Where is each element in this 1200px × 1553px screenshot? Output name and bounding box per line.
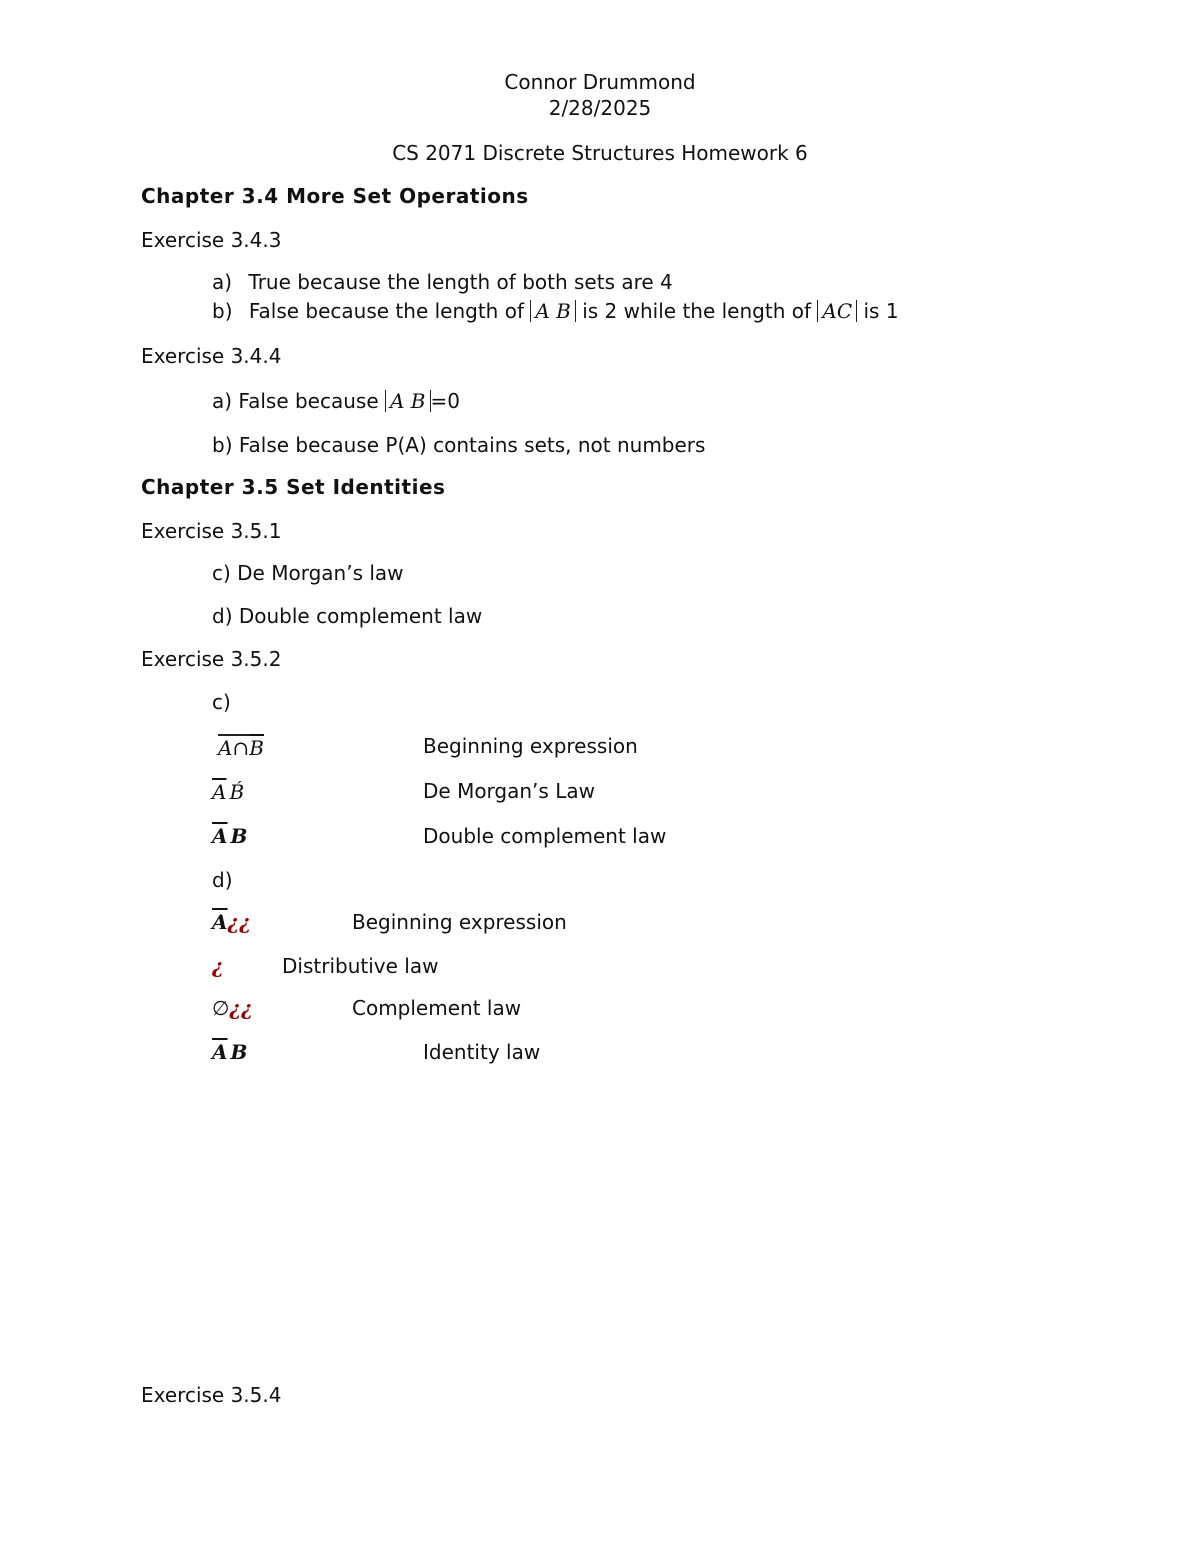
exercise-3-5-1-d: d) Double complement law (212, 604, 483, 628)
proof-d-row-3-expression (212, 996, 253, 1020)
part-c-label: c) (212, 690, 231, 714)
exercise-3-4-3-b (212, 299, 899, 323)
equals-zero: =0 (430, 389, 460, 413)
exercise-3-4-4-a (212, 389, 460, 413)
exercise-3-4-3-a (212, 270, 673, 294)
chapter-3-4-heading: Chapter 3.4 More Set Operations (141, 184, 529, 208)
proof-c-row-1-expression (218, 734, 264, 759)
exercise-3-5-4-title: Exercise 3.5.4 (141, 1383, 282, 1407)
answer-a-text: a) False because (212, 389, 385, 413)
exercise-3-5-1-c: c) De Morgan’s law (212, 561, 404, 585)
set-b: B (230, 824, 248, 848)
intersection-symbol: ∩ (232, 736, 250, 760)
proof-d-row-2-expression (212, 954, 224, 978)
exercise-3-4-4-title: Exercise 3.4.4 (141, 344, 282, 368)
proof-c-row-3-reason: Double complement law (423, 824, 667, 848)
answer-b-text-3: is 1 (857, 299, 899, 323)
set-b: B́ (229, 780, 245, 804)
set-a-complement: $\overline{A}$ (212, 1040, 228, 1064)
proof-d-row-1-expression (212, 910, 251, 934)
answer-a-text: True because the length of both sets are 4 (248, 270, 673, 294)
answer-b-text-1: False because the length of (248, 299, 531, 323)
proof-d-row-2-reason: Distributive law (282, 954, 439, 978)
chapter-3-5-heading: Chapter 3.5 Set Identities (141, 475, 446, 499)
proof-d-row-3-reason: Complement law (352, 996, 522, 1020)
broken-equation-glyph: ¿¿ (229, 996, 253, 1020)
broken-equation-glyph: ¿¿ (227, 910, 251, 934)
part-d-label: d) (212, 868, 233, 892)
set-a-complement: $\overline{A}$ (212, 780, 227, 804)
proof-d-row-1-reason: Beginning expression (352, 910, 567, 934)
list-marker-b: b) (212, 299, 233, 323)
exercise-3-4-4-b: b) False because P(A) contains sets, not numbers (212, 433, 706, 457)
cardinality-ab: A B (530, 300, 576, 322)
exercise-3-5-2-title: Exercise 3.5.2 (141, 647, 282, 671)
proof-c-row-2-expression (212, 780, 244, 804)
set-a-complement: $\overline{A}$ (212, 910, 228, 934)
set-a: A (218, 736, 233, 760)
answer-b-text-2: is 2 while the length of (575, 299, 818, 323)
set-b-complement: $\overline{B}$ (249, 736, 264, 760)
list-marker-a: a) (212, 270, 233, 294)
proof-c-row-3-expression (212, 824, 247, 848)
author-name: Connor Drummond (504, 70, 696, 94)
empty-set-symbol: ∅ (212, 996, 230, 1020)
proof-c-row-2-reason: De Morgan’s Law (423, 779, 595, 803)
broken-equation-glyph: ¿ (212, 954, 224, 978)
exercise-3-5-1-title: Exercise 3.5.1 (141, 519, 282, 543)
proof-c-row-1-reason: Beginning expression (423, 734, 638, 758)
set-b: B (230, 1040, 248, 1064)
cardinality-ac: AC (817, 300, 857, 322)
cardinality-ab: A B (385, 390, 431, 412)
exercise-3-4-3-title: Exercise 3.4.3 (141, 228, 282, 252)
set-a-complement: $\overline{A}$ (212, 824, 228, 848)
proof-d-row-4-reason: Identity law (423, 1040, 541, 1064)
proof-d-row-4-expression (212, 1040, 247, 1064)
course-title: CS 2071 Discrete Structures Homework 6 (392, 141, 808, 165)
date: 2/28/2025 (548, 96, 652, 120)
